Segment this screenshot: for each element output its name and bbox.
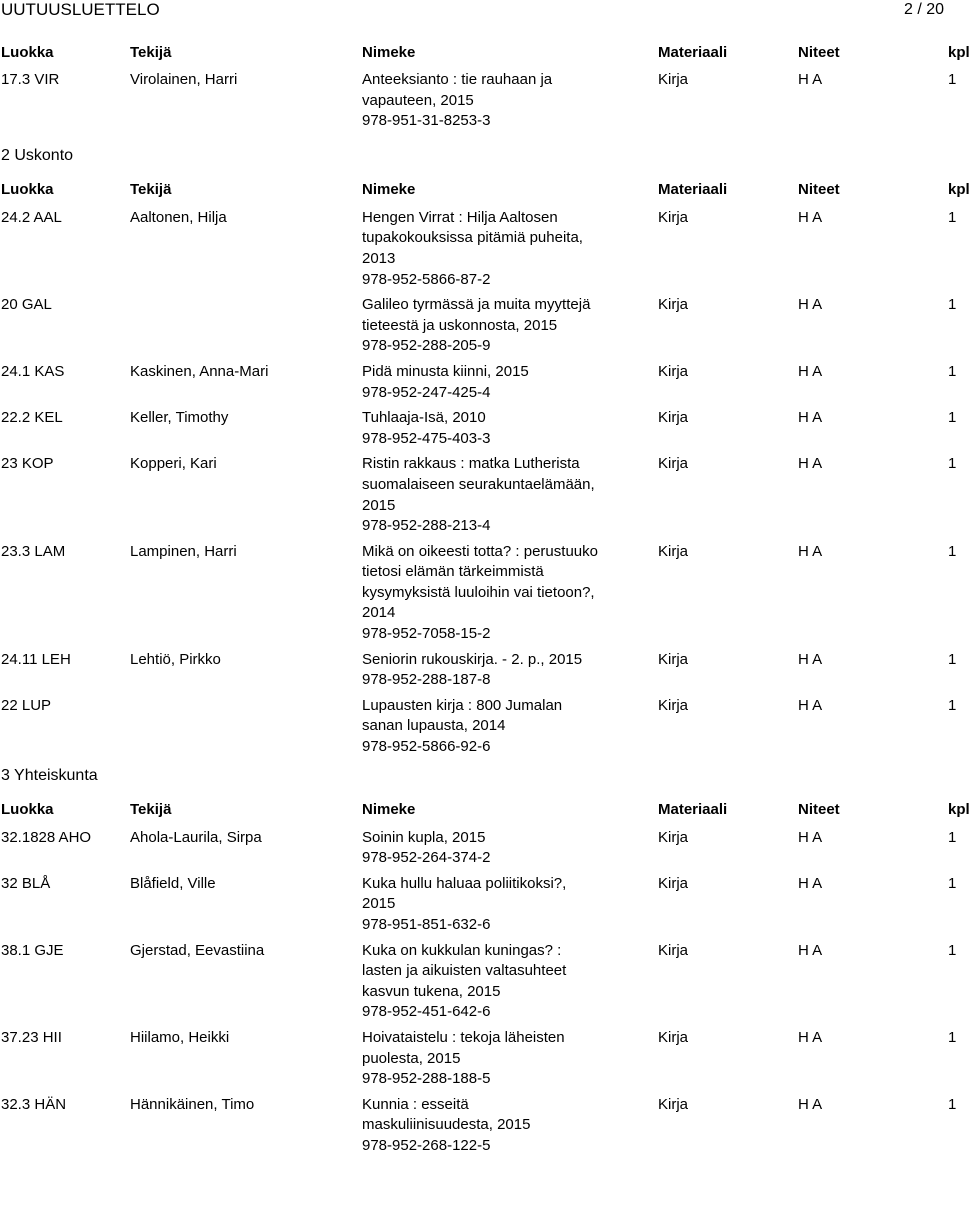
col-luokka: Luokka (1, 43, 54, 61)
row-nimeke (362, 696, 602, 758)
catalog-row (0, 941, 960, 1023)
row-materiaali: Kirja (658, 828, 689, 846)
section-title-uskonto: 2 Uskonto (1, 146, 74, 164)
row-luokka: 23 KOP (1, 455, 54, 473)
col-luokka: Luokka (1, 181, 54, 199)
row-luokka: 17.3 VIR (1, 71, 60, 88)
row-materiaali: Kirja (658, 296, 689, 314)
col-tekija: Tekijä (130, 801, 172, 819)
item-isbn: 978-952-288-187-8 (362, 671, 491, 689)
row-kpl: 1 (948, 542, 957, 560)
col-nimeke: Nimeke (362, 801, 416, 819)
item-title: Lupausten kirja : 800 Jumalan sanan lupausta, 2014 (362, 696, 563, 735)
row-niteet: H A (798, 696, 823, 714)
row-tekija: Kaskinen, Anna-Mari (130, 362, 269, 380)
row-luokka: 22 LUP (1, 696, 52, 714)
catalog-row (0, 1095, 960, 1157)
catalog-row (0, 70, 960, 132)
row-niteet: H A (798, 71, 823, 88)
page-number: 2 / 20 (903, 1, 944, 18)
row-niteet: H A (798, 296, 823, 314)
item-title: Mikä on oikeesti totta? : perustuuko tietosi elämän tärkeimmistä kysymyksistä luuloihin vai tietoon?, 2014 (362, 542, 598, 622)
row-niteet: H A (798, 941, 823, 959)
row-luokka: 38.1 GJE (1, 941, 64, 959)
item-isbn: 978-951-851-632-6 (362, 916, 491, 933)
row-nimeke (362, 408, 602, 449)
col-niteet: Niteet (798, 43, 840, 61)
col-nimeke: Nimeke (362, 181, 416, 199)
col-tekija: Tekijä (130, 181, 172, 199)
row-materiaali: Kirja (658, 362, 689, 380)
column-header (0, 178, 970, 202)
row-nimeke (362, 828, 602, 869)
row-tekija: Lehtiö, Pirkko (130, 650, 221, 668)
row-tekija (130, 696, 362, 758)
row-niteet: H A (798, 409, 823, 427)
row-tekija: Virolainen, Harri (130, 71, 238, 88)
row-niteet: H A (798, 1095, 823, 1113)
col-tekija: Tekijä (130, 43, 172, 61)
row-materiaali: Kirja (658, 208, 689, 226)
col-luokka: Luokka (1, 801, 54, 819)
item-title: Soinin kupla, 2015 (362, 828, 486, 846)
row-materiaali: Kirja (658, 542, 689, 560)
col-materiaali: Materiaali (658, 181, 728, 199)
item-title: Hoivataistelu : tekoja läheisten puolesta, 2015 (362, 1028, 565, 1067)
row-tekija: Hännikäinen, Timo (130, 1095, 255, 1113)
catalog-row (0, 408, 960, 449)
col-materiaali: Materiaali (658, 43, 728, 61)
item-isbn: 978-952-288-205-9 (362, 337, 491, 355)
catalog-row (0, 542, 960, 645)
row-tekija: Keller, Timothy (130, 409, 229, 427)
row-kpl: 1 (948, 1028, 957, 1046)
row-luokka: 32 BLÅ (1, 874, 51, 892)
item-isbn: 978-952-5866-92-6 (362, 738, 491, 756)
document-title: UUTUUSLUETTELO (1, 0, 160, 19)
row-materiaali: Kirja (658, 941, 689, 959)
section2-rows (0, 208, 960, 758)
item-title: Tuhlaaja-Isä, 2010 (362, 409, 486, 427)
section3-rows (0, 828, 960, 1157)
row-materiaali: Kirja (658, 1028, 689, 1046)
row-luokka: 23.3 LAM (1, 542, 66, 560)
row-luokka: 32.1828 AHO (1, 828, 92, 846)
item-title: Seniorin rukouskirja. - 2. p., 2015 (362, 650, 583, 668)
col-kpl: kpl (948, 181, 970, 199)
row-kpl: 1 (948, 455, 957, 473)
catalog-row (0, 874, 960, 936)
col-kpl: kpl (948, 43, 970, 61)
item-title: Galileo tyrmässä ja muita myyttejä tieteestä ja uskonnosta, 2015 (362, 296, 591, 334)
row-niteet: H A (798, 455, 823, 473)
row-materiaali: Kirja (658, 71, 689, 88)
row-kpl: 1 (948, 71, 957, 88)
row-tekija (130, 295, 362, 357)
row-tekija: Hiilamo, Heikki (130, 1028, 230, 1046)
column-header (0, 798, 970, 822)
column-header (0, 40, 970, 64)
row-kpl: 1 (948, 941, 957, 959)
item-title: Kuka on kukkulan kuningas? : lasten ja aikuisten valtasuhteet kasvun tukena, 2015 (362, 941, 567, 1000)
row-kpl: 1 (948, 409, 957, 427)
group1-rows (0, 70, 960, 132)
item-isbn: 978-952-288-213-4 (362, 517, 491, 535)
row-luokka: 22.2 KEL (1, 409, 63, 427)
row-niteet: H A (798, 828, 823, 846)
item-isbn: 978-952-288-188-5 (362, 1070, 491, 1088)
row-nimeke (362, 454, 602, 536)
row-materiaali: Kirja (658, 874, 689, 892)
row-tekija: Blåfield, Ville (130, 874, 216, 892)
row-tekija: Kopperi, Kari (130, 455, 217, 473)
row-niteet: H A (798, 208, 823, 226)
row-luokka: 32.3 HÄN (1, 1095, 67, 1113)
row-niteet: H A (798, 1028, 823, 1046)
item-isbn: 978-952-264-374-2 (362, 849, 491, 867)
col-kpl: kpl (948, 801, 970, 819)
item-isbn: 978-952-247-425-4 (362, 383, 491, 401)
row-nimeke (362, 650, 602, 691)
row-nimeke (362, 1095, 602, 1157)
item-isbn: 978-952-7058-15-2 (362, 625, 491, 643)
row-kpl: 1 (948, 362, 957, 380)
row-tekija: Ahola-Laurila, Sirpa (130, 828, 262, 846)
item-title: Pidä minusta kiinni, 2015 (362, 362, 529, 380)
row-kpl: 1 (948, 208, 957, 226)
catalog-row (0, 295, 960, 357)
catalog-row (0, 828, 960, 869)
row-nimeke (362, 941, 602, 1023)
row-luokka: 24.2 AAL (1, 208, 62, 226)
row-kpl: 1 (948, 696, 957, 714)
row-niteet: H A (798, 650, 823, 668)
row-luokka: 37.23 HII (1, 1028, 62, 1046)
row-kpl: 1 (948, 874, 957, 892)
row-nimeke (362, 1028, 602, 1090)
catalog-row (0, 1028, 960, 1090)
col-niteet: Niteet (798, 181, 840, 199)
item-title: Ristin rakkaus : matka Lutherista suomalaiseen seurakuntaelämään, 2015 (362, 455, 595, 514)
catalog-row (0, 696, 960, 758)
row-kpl: 1 (948, 1095, 957, 1113)
catalog-content (0, 40, 970, 1157)
col-nimeke: Nimeke (362, 43, 416, 61)
row-materiaali: Kirja (658, 409, 689, 427)
row-materiaali: Kirja (658, 1095, 689, 1113)
row-luokka: 20 GAL (1, 296, 52, 314)
item-isbn: 978-952-475-403-3 (362, 429, 491, 447)
row-nimeke (362, 874, 602, 936)
row-luokka: 24.11 LEH (1, 650, 71, 668)
item-title: Kuka hullu haluaa poliitikoksi?, 2015 (362, 874, 567, 913)
item-isbn: 978-952-451-642-6 (362, 1003, 491, 1021)
catalog-row (0, 208, 960, 290)
row-nimeke (362, 362, 602, 403)
row-tekija: Aaltonen, Hilja (130, 208, 227, 226)
col-niteet: Niteet (798, 801, 840, 819)
row-nimeke (362, 208, 602, 290)
page-header (0, 0, 960, 24)
row-nimeke (362, 295, 602, 357)
row-niteet: H A (798, 362, 823, 380)
row-materiaali: Kirja (658, 696, 689, 714)
item-title: Anteeksianto : tie rauhaan ja vapauteen, 2015 (362, 71, 553, 109)
item-isbn: 978-952-268-122-5 (362, 1136, 491, 1154)
catalog-row (0, 362, 960, 403)
section-title-yhteiskunta: 3 Yhteiskunta (1, 766, 98, 784)
row-nimeke (362, 542, 602, 645)
row-tekija: Gjerstad, Eevastiina (130, 941, 265, 959)
catalog-row (0, 650, 960, 691)
col-materiaali: Materiaali (658, 801, 728, 819)
row-niteet: H A (798, 874, 823, 892)
row-kpl: 1 (948, 650, 957, 668)
row-nimeke (362, 70, 602, 132)
row-tekija: Lampinen, Harri (130, 542, 237, 560)
item-isbn: 978-951-31-8253-3 (362, 112, 491, 130)
row-niteet: H A (798, 542, 823, 560)
row-materiaali: Kirja (658, 650, 689, 668)
catalog-row (0, 454, 960, 536)
row-kpl: 1 (948, 828, 957, 846)
row-materiaali: Kirja (658, 455, 689, 473)
item-title: Kunnia : esseitä maskuliinisuudesta, 2015 (362, 1095, 531, 1134)
item-title: Hengen Virrat : Hilja Aaltosen tupakokouksissa pitämiä puheita, 2013 (362, 208, 583, 267)
item-isbn: 978-952-5866-87-2 (362, 270, 491, 288)
row-luokka: 24.1 KAS (1, 362, 65, 380)
row-kpl: 1 (948, 296, 957, 314)
